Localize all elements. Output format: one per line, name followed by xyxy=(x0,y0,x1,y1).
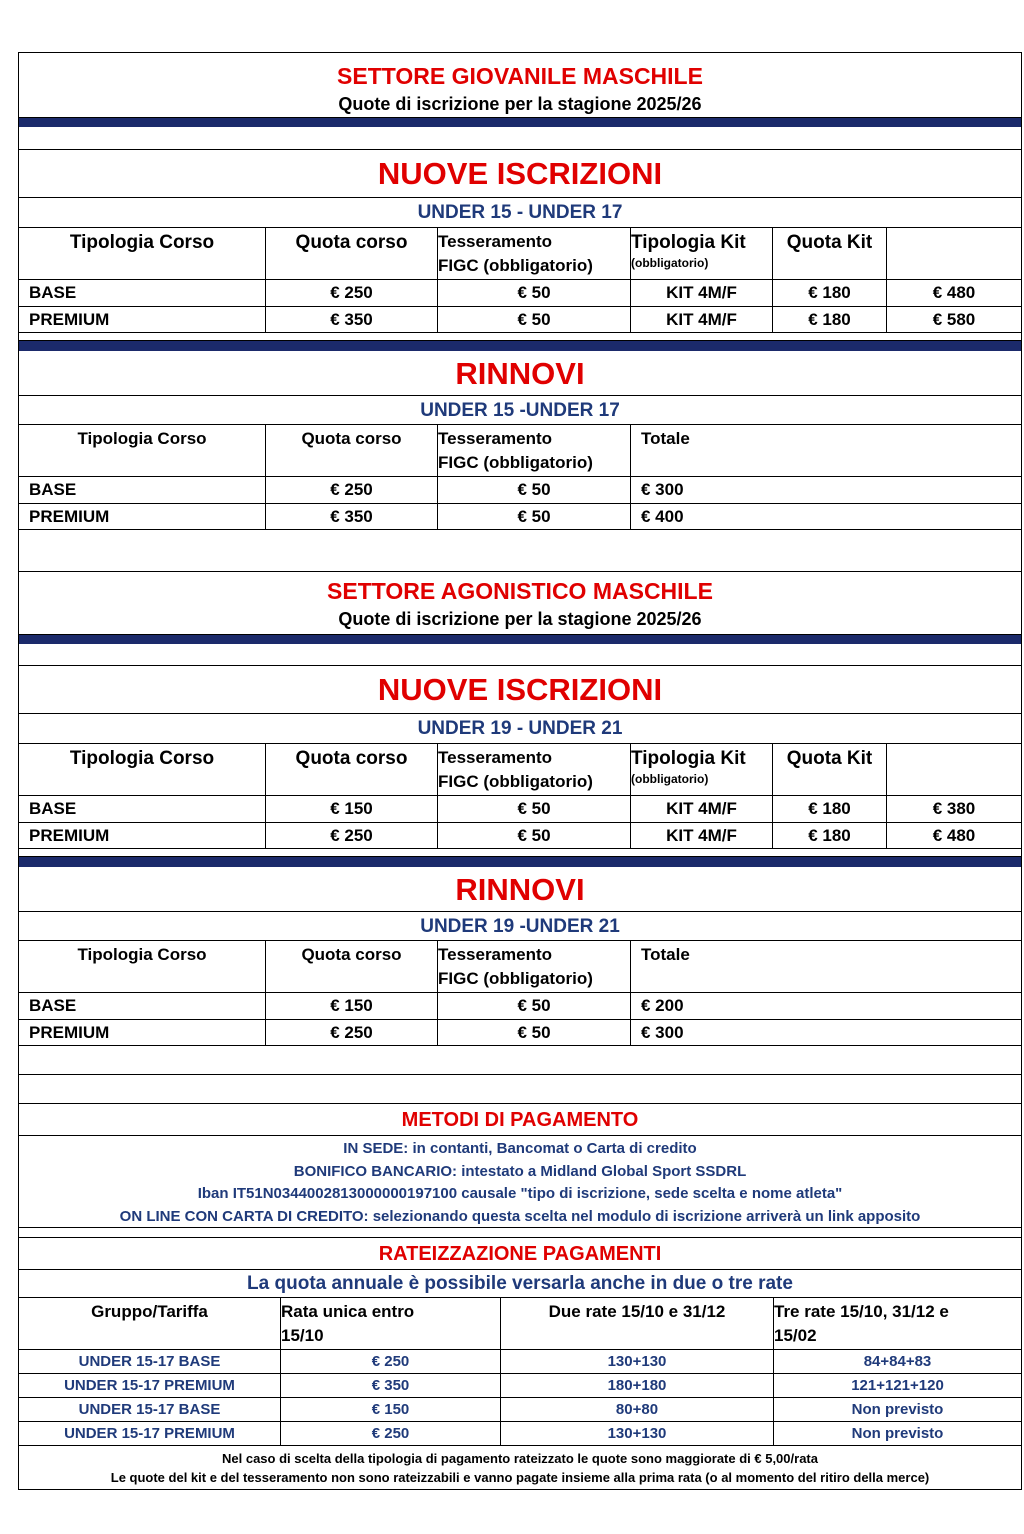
competitive-new-header-row xyxy=(18,744,1022,796)
table-row xyxy=(18,280,1022,307)
cell-total: € 380 xyxy=(932,799,976,818)
col-tesseramento xyxy=(438,228,631,279)
col-tesseramento-l2: FIGC (obbligatorio) xyxy=(438,969,593,988)
col-tesseramento-l2: FIGC (obbligatorio) xyxy=(438,256,593,275)
spacer-row xyxy=(18,1046,1022,1075)
cell-course: € 350 xyxy=(266,307,438,332)
competitive-new-title: NUOVE ISCRIZIONI xyxy=(377,672,663,707)
cell-type: BASE xyxy=(19,993,266,1019)
cell-single: € 150 xyxy=(281,1398,501,1421)
cell-figc: € 50 xyxy=(438,796,631,822)
youth-new-title: NUOVE ISCRIZIONI xyxy=(377,156,663,191)
installments-header-row xyxy=(18,1298,1022,1350)
cell-figc: € 50 xyxy=(438,993,631,1019)
cell-two: 80+80 xyxy=(501,1398,774,1421)
table-row xyxy=(18,993,1022,1020)
col-tre-rate-l1: Tre rate 15/10, 31/12 e xyxy=(774,1302,949,1321)
divider-bar xyxy=(18,341,1022,351)
installments-title: RATEIZZAZIONE PAGAMENTI xyxy=(18,1238,1022,1270)
col-tre-rate-l2: 15/02 xyxy=(774,1326,817,1345)
cell-kit-fee: € 180 xyxy=(773,823,887,848)
spacer-row xyxy=(18,127,1022,150)
col-tipologia-corso: Tipologia Corso xyxy=(19,425,266,476)
table-row xyxy=(18,796,1022,823)
table-row xyxy=(18,823,1022,849)
youth-renew-title: RINNOVI xyxy=(455,356,585,391)
table-row xyxy=(18,504,1022,530)
cell-two: 130+130 xyxy=(501,1422,774,1445)
note-line: Nel caso di scelta della tipologia di pagamento rateizzato le quote sono maggiorate di € 5,00/rata xyxy=(222,1451,818,1466)
cell-course: € 350 xyxy=(266,504,438,529)
youth-header xyxy=(18,52,1022,118)
table-row xyxy=(18,1422,1022,1446)
competitive-renew-title-row xyxy=(18,867,1022,912)
col-quota-corso: Quota corso xyxy=(266,941,438,992)
cell-total: € 480 xyxy=(932,283,976,302)
competitive-new-category: UNDER 19 - UNDER 21 xyxy=(18,714,1022,744)
col-gruppo-tariffa: Gruppo/Tariffa xyxy=(19,1298,281,1349)
cell-figc: € 50 xyxy=(438,504,631,529)
cell-type: BASE xyxy=(19,477,266,503)
cell-group: UNDER 15-17 PREMIUM xyxy=(19,1374,281,1397)
col-total xyxy=(887,744,1021,795)
cell-three: 121+121+120 xyxy=(851,1377,944,1394)
cell-type: PREMIUM xyxy=(19,504,266,529)
table-row xyxy=(18,1350,1022,1374)
col-tre-rate xyxy=(774,1298,1021,1349)
cell-type: PREMIUM xyxy=(19,823,266,848)
payment-methods xyxy=(18,1136,1022,1228)
competitive-renew-title: RINNOVI xyxy=(455,872,585,907)
cell-kit: KIT 4M/F xyxy=(631,823,773,848)
col-rata-unica-l2: 15/10 xyxy=(281,1326,324,1345)
fee-sheet xyxy=(18,52,1022,1490)
cell-two: 180+180 xyxy=(501,1374,774,1397)
cell-total: € 400 xyxy=(641,506,684,526)
table-row xyxy=(18,1020,1022,1046)
cell-course: € 250 xyxy=(266,477,438,503)
cell-two: 130+130 xyxy=(501,1350,774,1373)
col-tesseramento-l1: Tesseramento xyxy=(438,748,553,767)
installments-subtitle: La quota annuale è possibile versarla anche in due o tre rate xyxy=(18,1270,1022,1298)
cell-three: Non previsto xyxy=(851,1425,944,1442)
col-tipologia-corso: Tipologia Corso xyxy=(19,228,266,279)
cell-kit-fee: € 180 xyxy=(773,280,887,306)
table-row xyxy=(18,1398,1022,1422)
youth-renew-category: UNDER 15 -UNDER 17 xyxy=(18,396,1022,425)
youth-renew-header-row xyxy=(18,425,1022,477)
cell-figc: € 50 xyxy=(438,823,631,848)
spacer-row xyxy=(18,1075,1022,1104)
youth-subtitle: Quote di iscrizione per la stagione 2025/26 xyxy=(338,94,702,114)
cell-course: € 250 xyxy=(266,1020,438,1045)
col-tipologia-kit-l1: Tipologia Kit xyxy=(631,748,746,769)
competitive-header xyxy=(18,572,1022,635)
payment-line: Iban IT51N0344002813000000197100 causale "tipo di iscrizione, sede scelta e nome atleta" xyxy=(197,1185,843,1202)
cell-three: 84+84+83 xyxy=(863,1353,932,1370)
installments-notes xyxy=(18,1446,1022,1490)
spacer-row xyxy=(18,530,1022,572)
competitive-renew-category: UNDER 19 -UNDER 21 xyxy=(18,912,1022,941)
cell-figc: € 50 xyxy=(438,307,631,332)
cell-single: € 350 xyxy=(281,1374,501,1397)
cell-single: € 250 xyxy=(281,1422,501,1445)
col-tipologia-corso: Tipologia Corso xyxy=(19,941,266,992)
col-tipologia-kit-l1: Tipologia Kit xyxy=(631,232,746,253)
col-tesseramento xyxy=(438,425,631,476)
spacer-row xyxy=(18,849,1022,857)
col-total xyxy=(887,228,1021,279)
cell-group: UNDER 15-17 BASE xyxy=(19,1350,281,1373)
col-quota-kit: Quota Kit xyxy=(773,744,887,795)
payment-line: BONIFICO BANCARIO: intestato a Midland Global Sport SSDRL xyxy=(293,1162,747,1180)
cell-figc: € 50 xyxy=(438,477,631,503)
youth-new-category: UNDER 15 - UNDER 17 xyxy=(18,198,1022,228)
cell-total: € 300 xyxy=(641,1022,684,1042)
cell-kit: KIT 4M/F xyxy=(631,280,773,306)
col-quota-corso: Quota corso xyxy=(266,228,438,279)
cell-course: € 250 xyxy=(266,823,438,848)
spacer-row xyxy=(18,1228,1022,1238)
cell-group: UNDER 15-17 BASE xyxy=(19,1398,281,1421)
col-quota-kit: Quota Kit xyxy=(773,228,887,279)
payment-line: IN SEDE: in contanti, Bancomat o Carta di credito xyxy=(343,1140,697,1157)
col-quota-corso: Quota corso xyxy=(266,744,438,795)
divider-bar xyxy=(18,635,1022,644)
cell-kit: KIT 4M/F xyxy=(631,796,773,822)
divider-bar xyxy=(18,857,1022,867)
cell-type: BASE xyxy=(19,280,266,306)
col-tipologia-kit-l2: (obbligatorio) xyxy=(631,256,709,270)
cell-course: € 150 xyxy=(266,993,438,1019)
col-tesseramento-l2: FIGC (obbligatorio) xyxy=(438,453,593,472)
col-totale: Totale xyxy=(641,429,690,448)
col-totale: Totale xyxy=(641,945,690,964)
col-rata-unica xyxy=(281,1298,501,1349)
cell-kit-fee: € 180 xyxy=(773,307,887,332)
col-tipologia-kit-l2: (obbligatorio) xyxy=(631,772,709,786)
col-tesseramento-l1: Tesseramento xyxy=(438,945,553,964)
competitive-subtitle: Quote di iscrizione per la stagione 2025/26 xyxy=(338,609,702,629)
cell-total: € 200 xyxy=(641,996,684,1015)
col-tipologia-kit xyxy=(631,228,773,279)
cell-figc: € 50 xyxy=(438,280,631,306)
payment-line: ON LINE CON CARTA DI CREDITO: selezionando questa scelta nel modulo di iscrizione arriverà un link apposito xyxy=(119,1207,921,1225)
col-due-rate: Due rate 15/10 e 31/12 xyxy=(501,1298,774,1349)
col-tipologia-corso: Tipologia Corso xyxy=(19,744,266,795)
spacer-row xyxy=(18,644,1022,666)
note-line: Le quote del kit e del tesseramento non sono rateizzabili e vanno pagate insieme alla prima rata (o al momento del ritiro della merce) xyxy=(110,1470,930,1485)
cell-kit: KIT 4M/F xyxy=(631,307,773,332)
cell-single: € 250 xyxy=(281,1350,501,1373)
competitive-renew-header-row xyxy=(18,941,1022,993)
cell-course: € 250 xyxy=(266,280,438,306)
cell-total: € 300 xyxy=(641,480,684,499)
table-row xyxy=(18,1374,1022,1398)
col-quota-corso: Quota corso xyxy=(266,425,438,476)
col-rata-unica-l1: Rata unica entro xyxy=(281,1302,415,1321)
table-row xyxy=(18,307,1022,333)
cell-type: BASE xyxy=(19,796,266,822)
payment-title: METODI DI PAGAMENTO xyxy=(18,1104,1022,1136)
col-tesseramento-l1: Tesseramento xyxy=(438,232,553,251)
col-tesseramento xyxy=(438,744,631,795)
divider-bar xyxy=(18,118,1022,127)
cell-type: PREMIUM xyxy=(19,1020,266,1045)
competitive-title: SETTORE AGONISTICO MASCHILE xyxy=(327,578,713,604)
col-tesseramento-l1: Tesseramento xyxy=(438,429,553,448)
table-row xyxy=(18,477,1022,504)
cell-group: UNDER 15-17 PREMIUM xyxy=(19,1422,281,1445)
youth-new-title-row xyxy=(18,150,1022,198)
youth-new-header-row xyxy=(18,228,1022,280)
cell-figc: € 50 xyxy=(438,1020,631,1045)
youth-title: SETTORE GIOVANILE MASCHILE xyxy=(337,63,703,89)
col-tipologia-kit xyxy=(631,744,773,795)
competitive-new-title-row xyxy=(18,666,1022,714)
youth-renew-title-row xyxy=(18,351,1022,396)
spacer-row xyxy=(18,333,1022,341)
cell-total: € 580 xyxy=(932,309,976,329)
cell-three: Non previsto xyxy=(851,1401,944,1418)
cell-type: PREMIUM xyxy=(19,307,266,332)
cell-course: € 150 xyxy=(266,796,438,822)
col-tesseramento-l2: FIGC (obbligatorio) xyxy=(438,772,593,791)
cell-kit-fee: € 180 xyxy=(773,796,887,822)
col-tesseramento xyxy=(438,941,631,992)
cell-total: € 480 xyxy=(932,825,976,845)
